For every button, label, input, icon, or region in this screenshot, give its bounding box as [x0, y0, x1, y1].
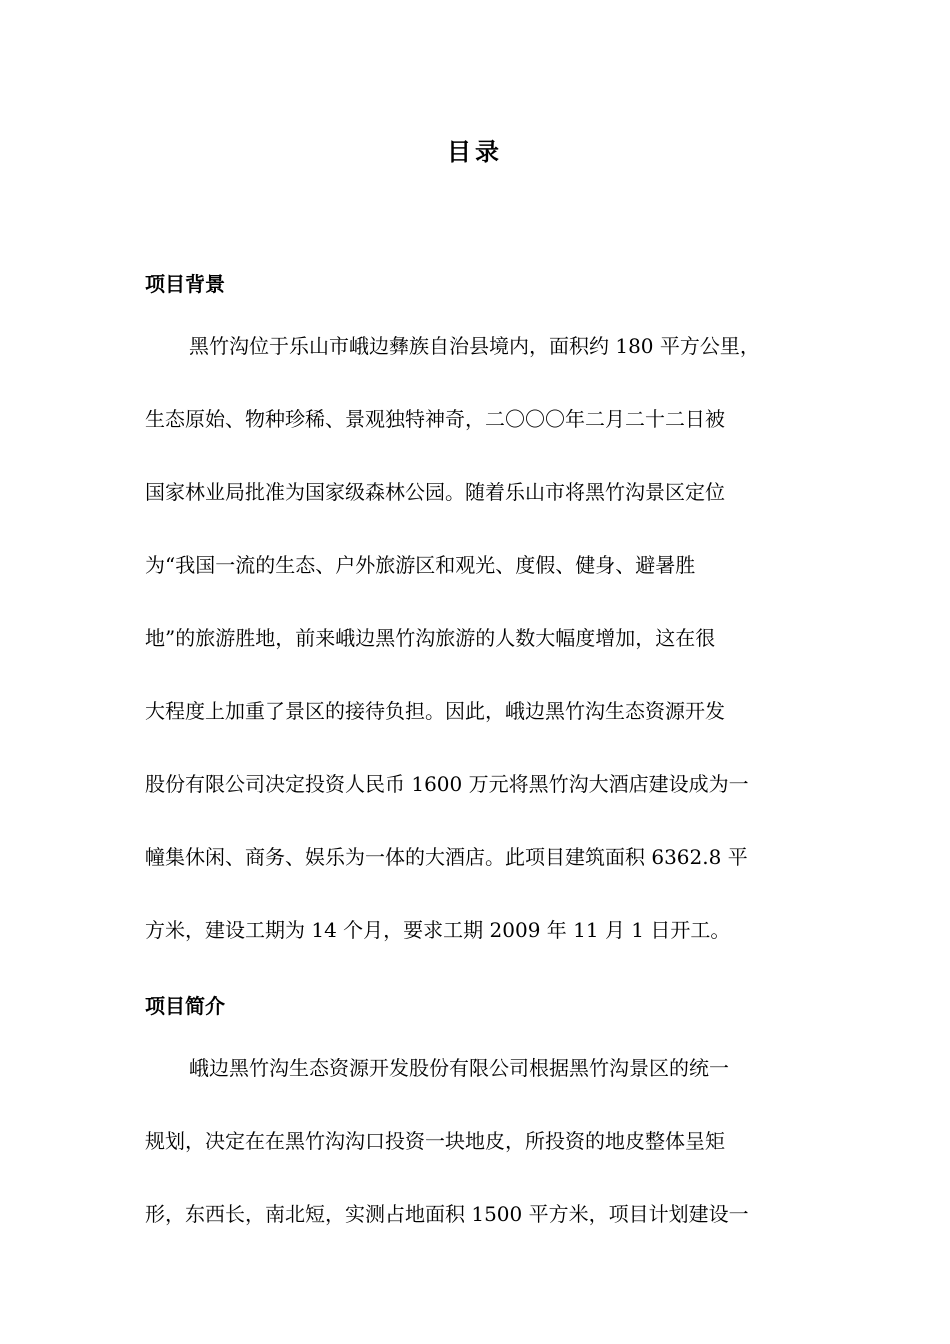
paragraph-line: 形，东西长，南北短，实测占地面积 1500 平方米，项目计划建设一 [145, 1202, 749, 1226]
paragraph-line: 生态原始、物种珍稀、景观独特神奇，二〇〇〇年二月二十二日被 [145, 407, 725, 431]
paragraph-line: 规划，决定在在黑竹沟沟口投资一块地皮，所投资的地皮整体呈矩 [145, 1129, 725, 1153]
paragraph-line: 方米，建设工期为 14 个月，要求工期 2009 年 11 月 1 日开工。 [145, 918, 731, 942]
paragraph-line: 国家林业局批准为国家级森林公园。随着乐山市将黑竹沟景区定位 [145, 480, 725, 504]
paragraph-line: 幢集休闲、商务、娱乐为一体的大酒店。此项目建筑面积 6362.8 平 [145, 845, 748, 869]
paragraph-line: 峨边黑竹沟生态资源开发股份有限公司根据黑竹沟景区的统一 [189, 1056, 729, 1080]
paragraph-line: 为“我国一流的生态、户外旅游区和观光、度假、健身、避暑胜 [145, 553, 696, 577]
section-paragraph-introduction [145, 1032, 810, 1251]
section-heading-introduction: 项目简介 [145, 994, 225, 1018]
paragraph-line: 地”的旅游胜地，前来峨边黑竹沟旅游的人数大幅度增加，这在很 [145, 626, 716, 650]
section-heading-background: 项目背景 [145, 272, 225, 296]
document-title: 目录 [447, 137, 503, 166]
section-paragraph-background [145, 310, 810, 967]
paragraph-line: 股份有限公司决定投资人民币 1600 万元将黑竹沟大酒店建设成为一 [145, 772, 749, 796]
paragraph-line: 大程度上加重了景区的接待负担。因此，峨边黑竹沟生态资源开发 [145, 699, 725, 723]
paragraph-line: 黑竹沟位于乐山市峨边彝族自治县境内，面积约 180 平方公里， [189, 334, 760, 358]
